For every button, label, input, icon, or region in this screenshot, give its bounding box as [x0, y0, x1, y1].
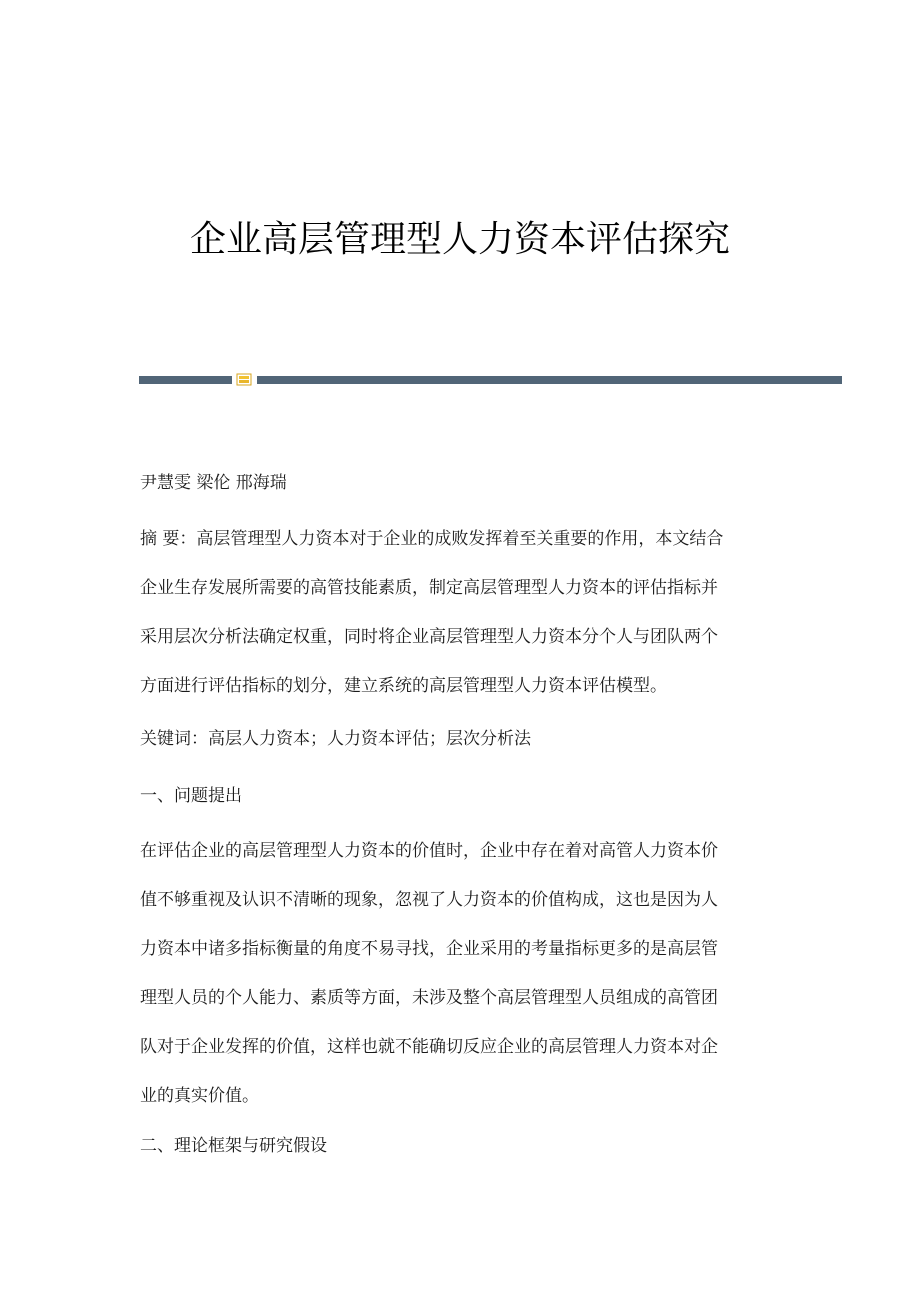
author-line: 尹慧雯 梁伦 邢海瑞 — [140, 473, 287, 493]
paragraph-line: 理型人员的个人能力、素质等方面，未涉及整个高层管理型人员组成的高管团 — [140, 988, 718, 1008]
divider-bar-left — [139, 376, 232, 384]
divider-ornament-icon — [236, 373, 252, 386]
abstract-line: 企业生存发展所需要的高管技能素质，制定高层管理型人力资本的评估指标并 — [140, 578, 718, 598]
paragraph-line: 在评估企业的高层管理型人力资本的价值时，企业中存在着对高管人力资本价 — [140, 841, 718, 861]
section-paragraph — [140, 827, 800, 1121]
section-heading: 二、理论框架与研究假设 — [140, 1136, 327, 1156]
paragraph-line: 值不够重视及认识不清晰的现象，忽视了人力资本的价值构成，这也是因为人 — [140, 890, 718, 910]
paragraph-line: 队对于企业发挥的价值，这样也就不能确切反应企业的高层管理人力资本对企 — [140, 1037, 718, 1057]
abstract-line: 方面进行评估指标的划分，建立系统的高层管理型人力资本评估模型。 — [140, 676, 667, 696]
abstract — [140, 515, 800, 711]
abstract-line: 采用层次分析法确定权重，同时将企业高层管理型人力资本分个人与团队两个 — [140, 627, 718, 647]
document-title: 企业高层管理型人力资本评估探究 — [189, 219, 730, 260]
divider-bar-right — [257, 376, 842, 384]
title-divider — [139, 372, 842, 386]
abstract-line: 摘 要：高层管理型人力资本对于企业的成败发挥着至关重要的作用，本文结合 — [140, 529, 724, 549]
paragraph-line: 业的真实价值。 — [140, 1086, 259, 1106]
paragraph-line: 力资本中诸多指标衡量的角度不易寻找，企业采用的考量指标更多的是高层管 — [140, 939, 718, 959]
section-heading: 一、问题提出 — [140, 786, 242, 806]
keywords-line: 关键词：高层人力资本；人力资本评估；层次分析法 — [140, 729, 531, 749]
